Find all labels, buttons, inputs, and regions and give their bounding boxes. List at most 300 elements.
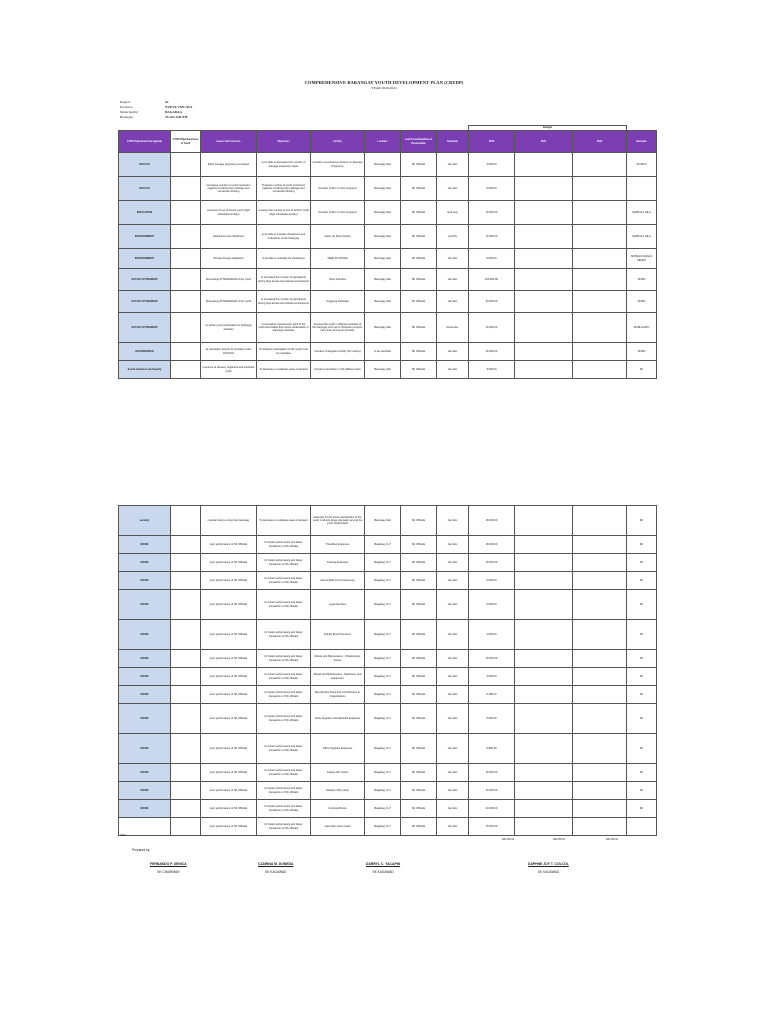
schedule-cell: Jan-Dec xyxy=(437,818,469,836)
budget-2020-cell: 6,189.62 xyxy=(469,686,515,704)
signatory-name: FERNANDO P. SENICA xyxy=(150,862,187,866)
budget-2022-cell xyxy=(573,343,627,361)
budget-value: 12,000.00 xyxy=(614,224,626,226)
signatory-3 xyxy=(366,862,400,874)
schedule-cell: Jan-Dec xyxy=(437,536,469,554)
remarks-cell: SK/BLGU/DO xyxy=(627,313,657,343)
schedule-cell: Jan-Dec xyxy=(437,782,469,800)
youth-area-cell xyxy=(171,704,201,734)
youth-area-cell xyxy=(171,734,201,764)
location-cell: Barangay Hall xyxy=(365,249,401,269)
col-2021: 2021 xyxy=(515,131,573,153)
objective-cell: To decrease or eradicate cases of abused xyxy=(257,361,311,379)
table-row xyxy=(119,668,657,686)
col-activity: Activity xyxy=(311,131,365,153)
budget-2020-cell: 10,000.00 xyxy=(469,650,515,668)
youth-area-cell xyxy=(171,554,201,572)
center-of-participation: ACTIVE CITIZENSHIP xyxy=(119,291,171,313)
budget-value: 5,000.00 xyxy=(615,176,626,178)
objective-cell: for better performance and faster transaction of SK officials xyxy=(257,572,311,590)
activity-cell: advocate for the active participation of the youth in all anti-drugs campaign among the youth organization xyxy=(311,506,365,536)
budget-2020-cell: 10,000.00 xyxy=(469,800,515,818)
budget-2020-cell: 15,000.00 xyxy=(469,201,515,225)
budget-value: 75,000.00 xyxy=(560,817,571,819)
budget-value: 2,000.00 xyxy=(615,589,625,591)
budget-value: 2,000.00 xyxy=(615,619,625,621)
table-row xyxy=(119,361,657,379)
budget-value: 3,000.00 xyxy=(615,152,626,154)
location-cell: Barangay Hall xyxy=(365,506,401,536)
objective-cell: for better performance and faster transaction of SK officials xyxy=(257,734,311,764)
location-cell: Barangay Hall xyxy=(365,153,401,177)
remarks-cell: SK/BLGU/ DILG xyxy=(627,201,657,225)
budget-2021-cell xyxy=(515,177,573,201)
center-of-participation: HEALTH xyxy=(119,153,171,177)
budget-2022-cell xyxy=(573,686,627,704)
budget-2021-cell xyxy=(515,734,573,764)
objective-cell: for better performance and faster transaction of SK officials xyxy=(257,590,311,620)
budget-2022-cell xyxy=(573,536,627,554)
budget-2020-cell: 30,000.00 xyxy=(469,764,515,782)
budget-2022-cell xyxy=(573,554,627,572)
location-cell: Bagabag, N.V xyxy=(365,764,401,782)
lead-cell: SK Officials xyxy=(401,177,437,201)
table-row xyxy=(119,201,657,225)
budget-2021-cell xyxy=(515,343,573,361)
info-province: Province: NUEVA VIZCAYA xyxy=(120,104,193,109)
objective-cell: to increased the number of participants during tripa actual and cultural events/sports xyxy=(257,291,311,313)
youth-area-cell xyxy=(171,686,201,704)
signatory-name: CZARINA M. DONEDA xyxy=(258,862,294,866)
activity-cell: Conduct a seminar/symposium on Teenage Pregnancy xyxy=(311,153,365,177)
remarks-cell: SK xyxy=(627,800,657,818)
total-2020: 600,055.02 xyxy=(502,838,514,841)
budget-value: 30,000.00 xyxy=(560,763,571,765)
table-row xyxy=(119,177,657,201)
budget-value: 18,000.00 xyxy=(560,535,571,537)
budget-2021-cell xyxy=(515,650,573,668)
budget-2021-cell xyxy=(515,201,573,225)
objective-cell: for better performance and faster transaction of SK officials xyxy=(257,686,311,704)
center-of-participation: MOOE xyxy=(119,536,171,554)
youth-area-cell xyxy=(171,506,201,536)
table-row xyxy=(119,818,657,836)
remarks-cell: SK xyxy=(627,782,657,800)
youth-area-cell xyxy=(171,572,201,590)
budget-2021-cell xyxy=(515,572,573,590)
prepared-by-label: Prepared by: xyxy=(132,848,151,852)
remarks-cell: SK xyxy=(627,650,657,668)
lead-cell: SK Officials xyxy=(401,536,437,554)
activity-cell: Clean Up Drive Activity xyxy=(311,225,365,249)
remarks-cell: SK/BO xyxy=(627,269,657,291)
budget-2020-cell: 18,000.00 xyxy=(469,536,515,554)
table-row xyxy=(119,554,657,572)
remarks-cell: SK/DOH xyxy=(627,153,657,177)
table-row xyxy=(119,620,657,650)
table-row xyxy=(119,225,657,249)
signatory-position: SK KAGAWAD xyxy=(265,870,287,874)
center-of-participation xyxy=(119,818,171,836)
center-of-participation: MOOE xyxy=(119,554,171,572)
budget-2021-cell xyxy=(515,704,573,734)
issue-cell: poor performance of SK Officials xyxy=(201,572,257,590)
budget-2020-cell: 18,000.00 xyxy=(469,506,515,536)
center-of-participation: Social Inclusion and Equity xyxy=(119,361,171,379)
budget-2022-cell xyxy=(573,291,627,313)
youth-area-cell xyxy=(171,225,201,249)
schedule-cell: Jan-Dec xyxy=(437,620,469,650)
budget-2022-cell xyxy=(573,153,627,177)
objective-cell: To lessen number of youth involved in cigarette smoking and underage and vernacular drinking xyxy=(257,177,311,201)
budget-value: 20,000.00 xyxy=(614,553,625,555)
activity-cell: Sport Activities xyxy=(311,269,365,291)
objective-cell: for better performance and faster transaction of SK officials xyxy=(257,536,311,554)
budget-2021-cell xyxy=(515,686,573,704)
remarks-cell: SK xyxy=(627,686,657,704)
activity-cell: Travelling Expenses xyxy=(311,536,365,554)
budget-2020-cell: 200,000.00 xyxy=(469,269,515,291)
youth-area-cell xyxy=(171,620,201,650)
table-row xyxy=(119,313,657,343)
table-row xyxy=(119,249,657,269)
column-header-row xyxy=(119,131,657,153)
activity-cell: Laptop with printer xyxy=(311,764,365,782)
budget-2021-cell xyxy=(515,225,573,249)
lead-cell: SK Officials xyxy=(401,704,437,734)
remarks-cell: SK/BO xyxy=(627,343,657,361)
remarks-cell: SK xyxy=(627,704,657,734)
table-row xyxy=(119,590,657,620)
schedule-cell: monthly xyxy=(437,225,469,249)
lead-cell: SK Officials xyxy=(401,343,437,361)
plan-table-page-2 xyxy=(118,505,657,836)
budget-value: 20,000.00 xyxy=(614,342,626,344)
budget-2022-cell xyxy=(573,269,627,291)
center-of-participation: MOOE xyxy=(119,764,171,782)
center-of-participation: MOOE xyxy=(119,572,171,590)
remarks-cell: SK xyxy=(627,572,657,590)
youth-area-cell xyxy=(171,177,201,201)
schedule-cell: Jan-Dec xyxy=(437,291,469,313)
budget-2022-cell xyxy=(573,764,627,782)
schedule-cell: Jan-Dec xyxy=(437,668,469,686)
objective-cell: for better performance and faster transaction of SK officials xyxy=(257,650,311,668)
lead-cell: SK Officials xyxy=(401,554,437,572)
center-of-participation: MOOE xyxy=(119,800,171,818)
budget-value: 5,000.00 xyxy=(615,703,625,705)
remarks-cell: SK xyxy=(627,620,657,650)
signatory-position: SK KAGAWAD xyxy=(372,870,394,874)
objective-cell: for better performance and faster transaction of SK officials xyxy=(257,818,311,836)
activity-cell: Furniture/fixture xyxy=(311,800,365,818)
budget-2021-cell xyxy=(515,782,573,800)
budget-value: 30,000.00 xyxy=(560,290,571,292)
center-of-participation: MOOE xyxy=(119,686,171,704)
budget-value: 18,000.00 xyxy=(614,535,625,537)
budget-value: 2,000.00 xyxy=(561,589,571,591)
location-cell: Barangay Hall xyxy=(365,313,401,343)
center-of-participation: MOOE xyxy=(119,734,171,764)
schedule-cell: Jan-Dec xyxy=(437,800,469,818)
signatory-position: SK KAGAWAD xyxy=(537,870,560,874)
issue-cell: poor performance of SK Officials xyxy=(201,764,257,782)
table-row xyxy=(119,291,657,313)
schedule-cell: December xyxy=(437,313,469,343)
youth-area-cell xyxy=(171,650,201,668)
budget-value: 75,000.00 xyxy=(614,817,625,819)
budget-value: 5,865.40 xyxy=(615,733,625,735)
col-issues: Issues and Concerns xyxy=(201,131,257,153)
schedule-cell: Jan-Dec xyxy=(437,734,469,764)
schedule-cell: Jan-Dec xyxy=(437,764,469,782)
location-cell: Bagabag, N.V xyxy=(365,650,401,668)
youth-area-cell xyxy=(171,249,201,269)
info-barangay: Barangay: TUAO SOUTH xyxy=(120,114,188,119)
budget-value: 5,865.40 xyxy=(561,733,571,735)
budget-2022-cell xyxy=(573,620,627,650)
budget-value: 10,000.00 xyxy=(560,799,571,801)
budget-value: 9,000.00 xyxy=(615,360,626,362)
objective-cell: To enhance participation of the youth in all its mandates xyxy=(257,343,311,361)
lead-cell: SK Officials xyxy=(401,620,437,650)
schedule-cell: Jan-Dec xyxy=(437,686,469,704)
issue-cell: poor performance of SK Officials xyxy=(201,686,257,704)
lead-cell: SK Officials xyxy=(401,201,437,225)
objective-cell: for better performance and faster transaction of SK officials xyxy=(257,704,311,734)
table-row xyxy=(119,536,657,554)
budget-2021-cell xyxy=(515,764,573,782)
issue-cell: poor performance of SK Officials xyxy=(201,668,257,686)
objective-cell: to strengthen volunteerism spirit of the youth and enable their active participation in barangay activities xyxy=(257,313,311,343)
issue-cell: presence of abused, neglected and exploited youth xyxy=(201,361,257,379)
issue-cell: Decreasing ATTENDANCE of the youth xyxy=(201,291,257,313)
last-row-label: 2018 xyxy=(120,834,126,837)
center-of-participation: EDUCATION xyxy=(119,201,171,225)
lead-cell: SK Officials xyxy=(401,361,437,379)
budget-2020-cell: 5,000.00 xyxy=(469,704,515,734)
budget-2022-cell xyxy=(573,734,627,764)
schedule-cell: Jan-Dec xyxy=(437,153,469,177)
budget-2020-cell: 3,000.00 xyxy=(469,153,515,177)
col-cydp-agenda: CYDP Objectives/Area Agenda xyxy=(119,131,171,153)
activity-cell: Training Expenses xyxy=(311,554,365,572)
location-cell: Barangay Hall xyxy=(365,201,401,225)
issue-cell: poor performance of SK Officials xyxy=(201,590,257,620)
lead-cell: SK Officials xyxy=(401,734,437,764)
table-row xyxy=(119,153,657,177)
budget-value: 40,000.00 xyxy=(614,312,626,314)
center-of-participation: security xyxy=(119,506,171,536)
objective-cell: for better performance and faster transaction of SK officials xyxy=(257,620,311,650)
schedule-cell: april-may xyxy=(437,201,469,225)
budget-value: 6,189.62 xyxy=(615,685,625,687)
issue-cell: cleanliness and orderliness xyxy=(201,225,257,249)
location-cell: Bagabag, N.V xyxy=(365,536,401,554)
center-of-participation: GOVERNANCE xyxy=(119,343,171,361)
issue-cell: sk mandatory activity as provided under RA10742 xyxy=(201,343,257,361)
budget-value: 10,000.00 xyxy=(614,799,625,801)
budget-value: 40,000.00 xyxy=(560,312,571,314)
budget-2022-cell xyxy=(573,225,627,249)
schedule-cell: Jan-Dec xyxy=(437,704,469,734)
budget-2021-cell xyxy=(515,800,573,818)
budget-2021-cell xyxy=(515,620,573,650)
budget-2021-cell xyxy=(515,818,573,836)
schedule-cell: Jan-Dec xyxy=(437,177,469,201)
location-cell: Bagabag, N.V xyxy=(365,590,401,620)
budget-2022-cell xyxy=(573,313,627,343)
issue-cell: poor performance of SK Officials xyxy=(201,734,257,764)
budget-2022-cell xyxy=(573,650,627,668)
table-row xyxy=(119,572,657,590)
center-of-participation: MOOE xyxy=(119,782,171,800)
lead-cell: SK Officials xyxy=(401,800,437,818)
budget-2021-cell xyxy=(515,554,573,572)
document-subtitle: YEAR 2020-2022 xyxy=(371,86,397,90)
col-location: Location xyxy=(365,131,401,153)
center-of-participation: ENVIRONMENT xyxy=(119,249,171,269)
lead-cell: SK Officials xyxy=(401,291,437,313)
budget-value: 2,000.00 xyxy=(615,571,625,573)
activity-cell: Membership Dues and Contributions to Organizations xyxy=(311,686,365,704)
activity-cell: Conduct of Regular monthly SK meeting xyxy=(311,343,365,361)
budget-2022-cell xyxy=(573,668,627,686)
budget-value: 5,000.00 xyxy=(615,248,626,250)
issue-cell: increasing number of youth involved in cigarette smoking and underage and vernacular drinking xyxy=(201,177,257,201)
lead-cell: SK Officials xyxy=(401,818,437,836)
lead-cell: SK Officials xyxy=(401,572,437,590)
budget-2022-cell xyxy=(573,782,627,800)
remarks-cell: SK xyxy=(627,764,657,782)
budget-2022-cell xyxy=(573,590,627,620)
center-of-participation: MOOE xyxy=(119,650,171,668)
signatory-position: SK CHAIRMAN xyxy=(157,870,180,874)
lead-cell: SK Officials xyxy=(401,650,437,668)
budget-label: Budget xyxy=(469,126,627,131)
lead-cell: SK Officials xyxy=(401,686,437,704)
center-of-participation: HEALTH xyxy=(119,177,171,201)
lead-cell: SK Officials xyxy=(401,225,437,249)
location-info xyxy=(120,99,192,119)
budget-2022-cell xyxy=(573,361,627,379)
schedule-cell: Jan-Dec xyxy=(437,650,469,668)
youth-area-cell xyxy=(171,782,201,800)
budget-value: 15,000.00 xyxy=(614,200,626,202)
table-row xyxy=(119,800,657,818)
budget-2021-cell xyxy=(515,536,573,554)
activity-cell: Office Supplies Expenses xyxy=(311,734,365,764)
youth-area-cell xyxy=(171,818,201,836)
budget-value: 2,000.00 xyxy=(561,571,571,573)
issue-cell: poor performance of SK Officials xyxy=(201,800,257,818)
document-title: COMPREHENSIVE BARANGAY YOUTH DEVELOPMENT PLAN (CBYDP) xyxy=(304,80,464,85)
activity-cell: Desktop with printer xyxy=(311,782,365,800)
budget-value: 5,000.00 xyxy=(561,703,571,705)
budget-2021-cell xyxy=(515,590,573,620)
budget-value: 18,000.00 xyxy=(560,505,571,507)
issue-cell: maintain being a drug free barangay xyxy=(201,506,257,536)
budget-value: 200,000.00 xyxy=(613,268,626,270)
objective-cell: for better performance and faster transaction of SK officials xyxy=(257,782,311,800)
issue-cell: poor performance of SK Officials xyxy=(201,782,257,800)
budget-2022-cell xyxy=(573,249,627,269)
budget-value: 10,000.00 xyxy=(560,649,571,651)
location-cell: Bagabag, N.V xyxy=(365,782,401,800)
lead-cell: SK Officials xyxy=(401,764,437,782)
budget-value: 20,000.00 xyxy=(560,553,571,555)
location-cell: Barangay Hall xyxy=(365,225,401,249)
youth-area-cell xyxy=(171,800,201,818)
issue-cell: poor performance of SK Officials xyxy=(201,554,257,572)
objective-cell: for better performance and faster transaction of SK officials xyxy=(257,764,311,782)
budget-2021-cell xyxy=(515,313,573,343)
budget-2022-cell xyxy=(573,572,627,590)
budget-value: 15,000.00 xyxy=(560,200,571,202)
budget-2020-cell: 5,865.40 xyxy=(469,734,515,764)
budget-2021-cell xyxy=(515,668,573,686)
youth-area-cell xyxy=(171,668,201,686)
location-cell: Barangay Hall xyxy=(365,361,401,379)
remarks-cell: SK xyxy=(627,506,657,536)
location-cell: Bagabag, N.V xyxy=(365,554,401,572)
issue-cell: presence of out of school youth (high school/elementary) xyxy=(201,201,257,225)
activity-cell: Conduct of IEC on ALS programs xyxy=(311,201,365,225)
location-cell: Barangay Hall xyxy=(365,269,401,291)
signatory-4 xyxy=(528,862,569,874)
budget-value: 3,000.00 xyxy=(561,667,571,669)
issue-cell: poor performance of SK Officials xyxy=(201,536,257,554)
col-2020: 2020 xyxy=(469,131,515,153)
issue-cell: poor performance of SK Officials xyxy=(201,620,257,650)
location-cell: Bagabag, N.V xyxy=(365,704,401,734)
signatory-name: DARRYL C. YACAPIN xyxy=(366,862,401,866)
location-cell: Bagabag, N.V xyxy=(365,734,401,764)
budget-value: 3,000.00 xyxy=(561,152,571,154)
budget-value: 12,000.00 xyxy=(560,224,571,226)
lead-cell: SK Officials xyxy=(401,249,437,269)
budget-2020-cell: 5,000.00 xyxy=(469,249,515,269)
budget-value: 30,000.00 xyxy=(614,290,626,292)
table-row xyxy=(119,764,657,782)
remarks-cell xyxy=(627,177,657,201)
budget-2020-cell: 2,000.00 xyxy=(469,590,515,620)
budget-2022-cell xyxy=(573,201,627,225)
budget-2021-cell xyxy=(515,269,573,291)
youth-area-cell xyxy=(171,201,201,225)
activity-cell: automatic score board xyxy=(311,818,365,836)
budget-2022-cell xyxy=(573,800,627,818)
budget-value: 20,000.00 xyxy=(560,342,571,344)
plan-table-page-1 xyxy=(118,125,657,379)
table-row xyxy=(119,734,657,764)
schedule-cell: Jan-Dec xyxy=(437,269,469,291)
budget-2020-cell: 5,000.00 xyxy=(469,177,515,201)
objective-cell: to be able to maintain cleanliness and orderliness of the barangay xyxy=(257,225,311,249)
budget-2021-cell xyxy=(515,506,573,536)
budget-2020-cell: 3,000.00 xyxy=(469,668,515,686)
location-cell: to be specified xyxy=(365,343,401,361)
budget-value: 6,189.62 xyxy=(561,685,571,687)
budget-2020-cell: 20,000.00 xyxy=(469,343,515,361)
total-2021: 600,055.02 xyxy=(553,838,565,841)
signatory-2 xyxy=(258,862,293,874)
center-of-participation: MOOE xyxy=(119,590,171,620)
col-remarks: Remarks xyxy=(627,131,657,153)
location-cell: Bagabag, N.V xyxy=(365,818,401,836)
activity-cell: Fidelity Bond Premiums xyxy=(311,620,365,650)
table-row xyxy=(119,506,657,536)
